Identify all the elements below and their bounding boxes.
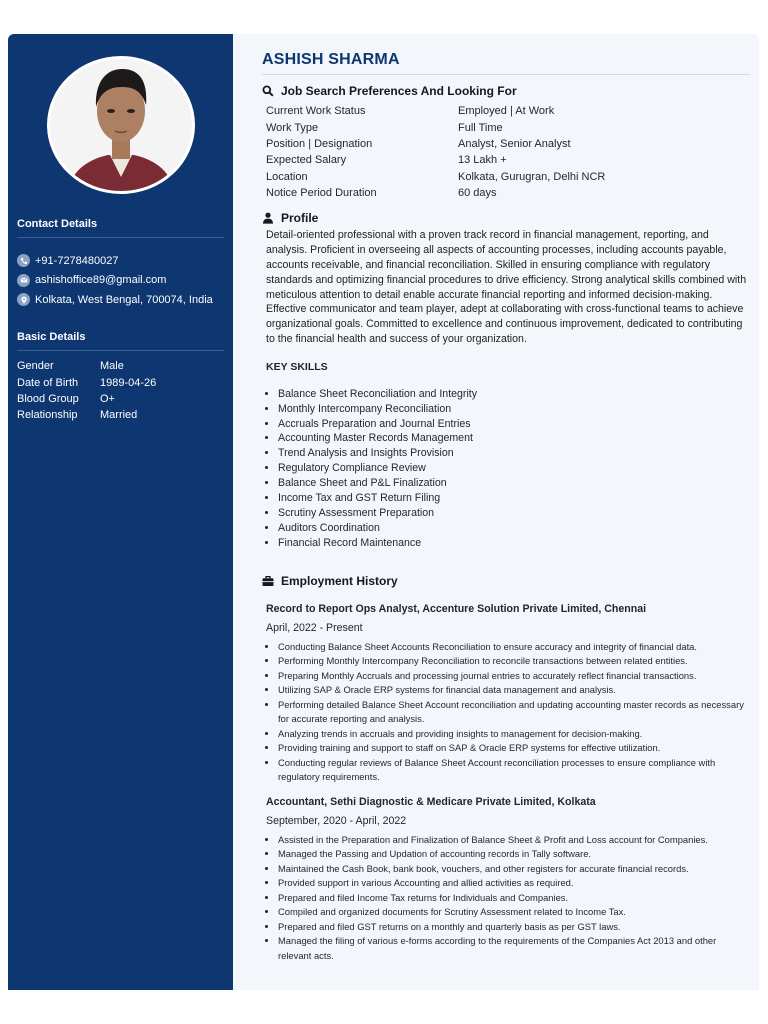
- contact-email[interactable]: [17, 271, 224, 291]
- pref-value: Employed | At Work: [458, 105, 555, 118]
- contact-details-heading: Contact Details: [17, 218, 224, 238]
- job-duties-list: [262, 833, 750, 964]
- basic-details-heading: Basic Details: [17, 331, 224, 351]
- pref-label: Notice Period Duration: [266, 187, 377, 200]
- basic-details-table: [17, 358, 224, 424]
- duty-item: • Analyzing trends in accruals and providing insights to management for decision-making.: [278, 727, 750, 742]
- skill-item: • Income Tax and GST Return Filing: [278, 491, 750, 506]
- pref-label: Location: [266, 170, 308, 183]
- skill-item: • Balance Sheet and P&L Finalization: [278, 476, 750, 491]
- basic-details-section: [17, 331, 224, 424]
- contact-list: [17, 251, 224, 310]
- basic-value: Married: [100, 409, 138, 422]
- pref-value: 13 Lakh +: [458, 154, 507, 167]
- employment-heading: [262, 574, 750, 588]
- duty-item: • Conducting regular reviews of Balance Sheet Account reconciliation processes to ensure compliance with regulatory requirements.: [278, 756, 750, 785]
- duty-item: • Assisted in the Preparation and Finalization of Balance Sheet & Profit and Loss account for Companies.: [278, 833, 750, 848]
- duty-item: • Compiled and organized documents for Scrutiny Assessment related to Income Tax.: [278, 905, 750, 920]
- basic-row-dob: [17, 374, 224, 390]
- duty-item: • Managed the Passing and Updation of accounting records in Tally software.: [278, 847, 750, 862]
- pref-row: [266, 136, 750, 152]
- profile-photo: [47, 56, 195, 194]
- duty-item: • Preparing Monthly Accruals and processing journal entries to accurately reflect financial transactions.: [278, 669, 750, 684]
- search-icon: [262, 85, 274, 97]
- candidate-name: ASHISH SHARMA: [262, 51, 750, 75]
- basic-label: Relationship: [17, 409, 78, 422]
- skill-item: • Trend Analysis and Insights Provision: [278, 446, 750, 461]
- employment-section: [262, 574, 750, 964]
- pref-row: [266, 169, 750, 185]
- skill-item: • Regulatory Compliance Review: [278, 461, 750, 476]
- profile-heading: [262, 211, 750, 225]
- pref-row: [266, 185, 750, 201]
- duty-item: • Provided support in various Accounting and allied activities as required.: [278, 876, 750, 891]
- briefcase-icon: [262, 575, 274, 587]
- profile-heading-text: Profile: [281, 211, 319, 226]
- profile-section: [262, 211, 750, 550]
- job-title: Accountant, Sethi Diagnostic & Medicare Private Limited, Kolkata: [266, 795, 596, 808]
- preferences-table: [266, 103, 750, 201]
- skill-item: • Balance Sheet Reconciliation and Integrity: [278, 387, 750, 402]
- basic-value: Male: [100, 360, 124, 373]
- contact-location: [17, 290, 224, 310]
- pref-value: Analyst, Senior Analyst: [458, 137, 571, 150]
- preferences-heading: [262, 84, 750, 98]
- preferences-heading-text: Job Search Preferences And Looking For: [281, 84, 517, 98]
- pref-value: Full Time: [458, 121, 503, 134]
- resume-page: [8, 34, 759, 990]
- job-entry: [262, 603, 750, 785]
- pref-row: [266, 152, 750, 168]
- contact-phone[interactable]: [17, 251, 224, 271]
- user-icon: [262, 212, 274, 224]
- pref-label: Work Type: [266, 121, 319, 134]
- person-portrait-icon: [50, 59, 192, 191]
- employment-heading-text: Employment History: [281, 573, 398, 588]
- duty-item: • Performing Monthly Intercompany Reconciliation to reconcile transactions between related entities.: [278, 654, 750, 669]
- contact-details-section: [17, 218, 224, 310]
- profile-summary: Detail-oriented professional with a proven track record in financial management, reporting, and analysis. Proficient in overseeing all aspects of accounting processes, including accounts payable, accounts receivable, and financial reconciliation. Skilled in ensuring compliance with regulatory standards and optimizing financial procedures to drive efficiency. Strong analytical skills combined with meticulous attention to detail enable accurate financial reporting and informed decision-making. Effective communicator and team player, adept at collaborating with cross-functional teams to achieve organizational goals. Committed to excellence and continuous improvement, dedicated to contributing to the financial health and success of your organization.: [266, 229, 747, 345]
- duty-item: • Maintained the Cash Book, bank book, vouchers, and other registers for accurate financial records.: [278, 862, 750, 877]
- pref-label: Position | Designation: [266, 137, 373, 150]
- contact-phone-text: +91-7278480027: [35, 254, 119, 267]
- duty-item: • Prepared and filed Income Tax returns for Individuals and Companies.: [278, 891, 750, 906]
- job-title: Record to Report Ops Analyst, Accenture Solution Private Limited, Chennai: [266, 602, 647, 615]
- pref-label: Current Work Status: [266, 105, 366, 118]
- pref-label: Expected Salary: [266, 154, 347, 167]
- pref-value: Kolkata, Gurugran, Delhi NCR: [458, 170, 606, 183]
- key-skills-heading: KEY SKILLS: [266, 360, 328, 373]
- job-entry: [262, 796, 750, 964]
- duty-item: • Prepared and filed GST returns on a monthly and quarterly basis as per GST laws.: [278, 920, 750, 935]
- skill-item: • Financial Record Maintenance: [278, 536, 750, 551]
- duty-item: • Providing training and support to staff on SAP & Oracle ERP systems for effective utilization.: [278, 741, 750, 756]
- skill-item: • Monthly Intercompany Reconciliation: [278, 402, 750, 417]
- key-skills-list: [262, 387, 750, 551]
- basic-label: Gender: [17, 360, 54, 373]
- pref-row: [266, 103, 750, 119]
- basic-label: Blood Group: [17, 392, 79, 405]
- basic-row-relationship: [17, 407, 224, 423]
- basic-row-blood-group: [17, 391, 224, 407]
- duty-item: • Managed the filing of various e-forms according to the requirements of the Companies Act 2013 and other relevant acts.: [278, 934, 750, 963]
- sidebar: [8, 34, 233, 990]
- duty-item: • Utilizing SAP & Oracle ERP systems for financial data management and analysis.: [278, 683, 750, 698]
- contact-email-text: ashishoffice89@gmail.com: [35, 274, 167, 287]
- contact-location-text: Kolkata, West Bengal, 700074, India: [35, 293, 213, 306]
- basic-label: Date of Birth: [17, 376, 79, 389]
- pref-value: 60 days: [458, 187, 497, 200]
- preferences-section: [262, 84, 750, 201]
- basic-row-gender: [17, 358, 224, 374]
- skill-item: • Scrutiny Assessment Preparation: [278, 506, 750, 521]
- basic-value: O+: [100, 392, 115, 405]
- skill-item: • Accruals Preparation and Journal Entries: [278, 417, 750, 432]
- pref-row: [266, 119, 750, 135]
- phone-icon: [17, 254, 30, 267]
- email-icon: [17, 274, 30, 287]
- skill-item: • Auditors Coordination: [278, 521, 750, 536]
- job-dates: September, 2020 - April, 2022: [266, 814, 407, 827]
- duty-item: • Conducting Balance Sheet Accounts Reconciliation to ensure accuracy and integrity of financial data.: [278, 640, 750, 655]
- skill-item: • Accounting Master Records Management: [278, 431, 750, 446]
- job-duties-list: [262, 640, 750, 785]
- duty-item: • Performing detailed Balance Sheet Account reconciliation and updating accounting master records as necessary for accurate reporting and analysis.: [278, 698, 750, 727]
- job-dates: April, 2022 - Present: [266, 621, 363, 634]
- main-content: [233, 34, 759, 990]
- location-icon: [17, 293, 30, 306]
- basic-value: 1989-04-26: [100, 376, 157, 389]
